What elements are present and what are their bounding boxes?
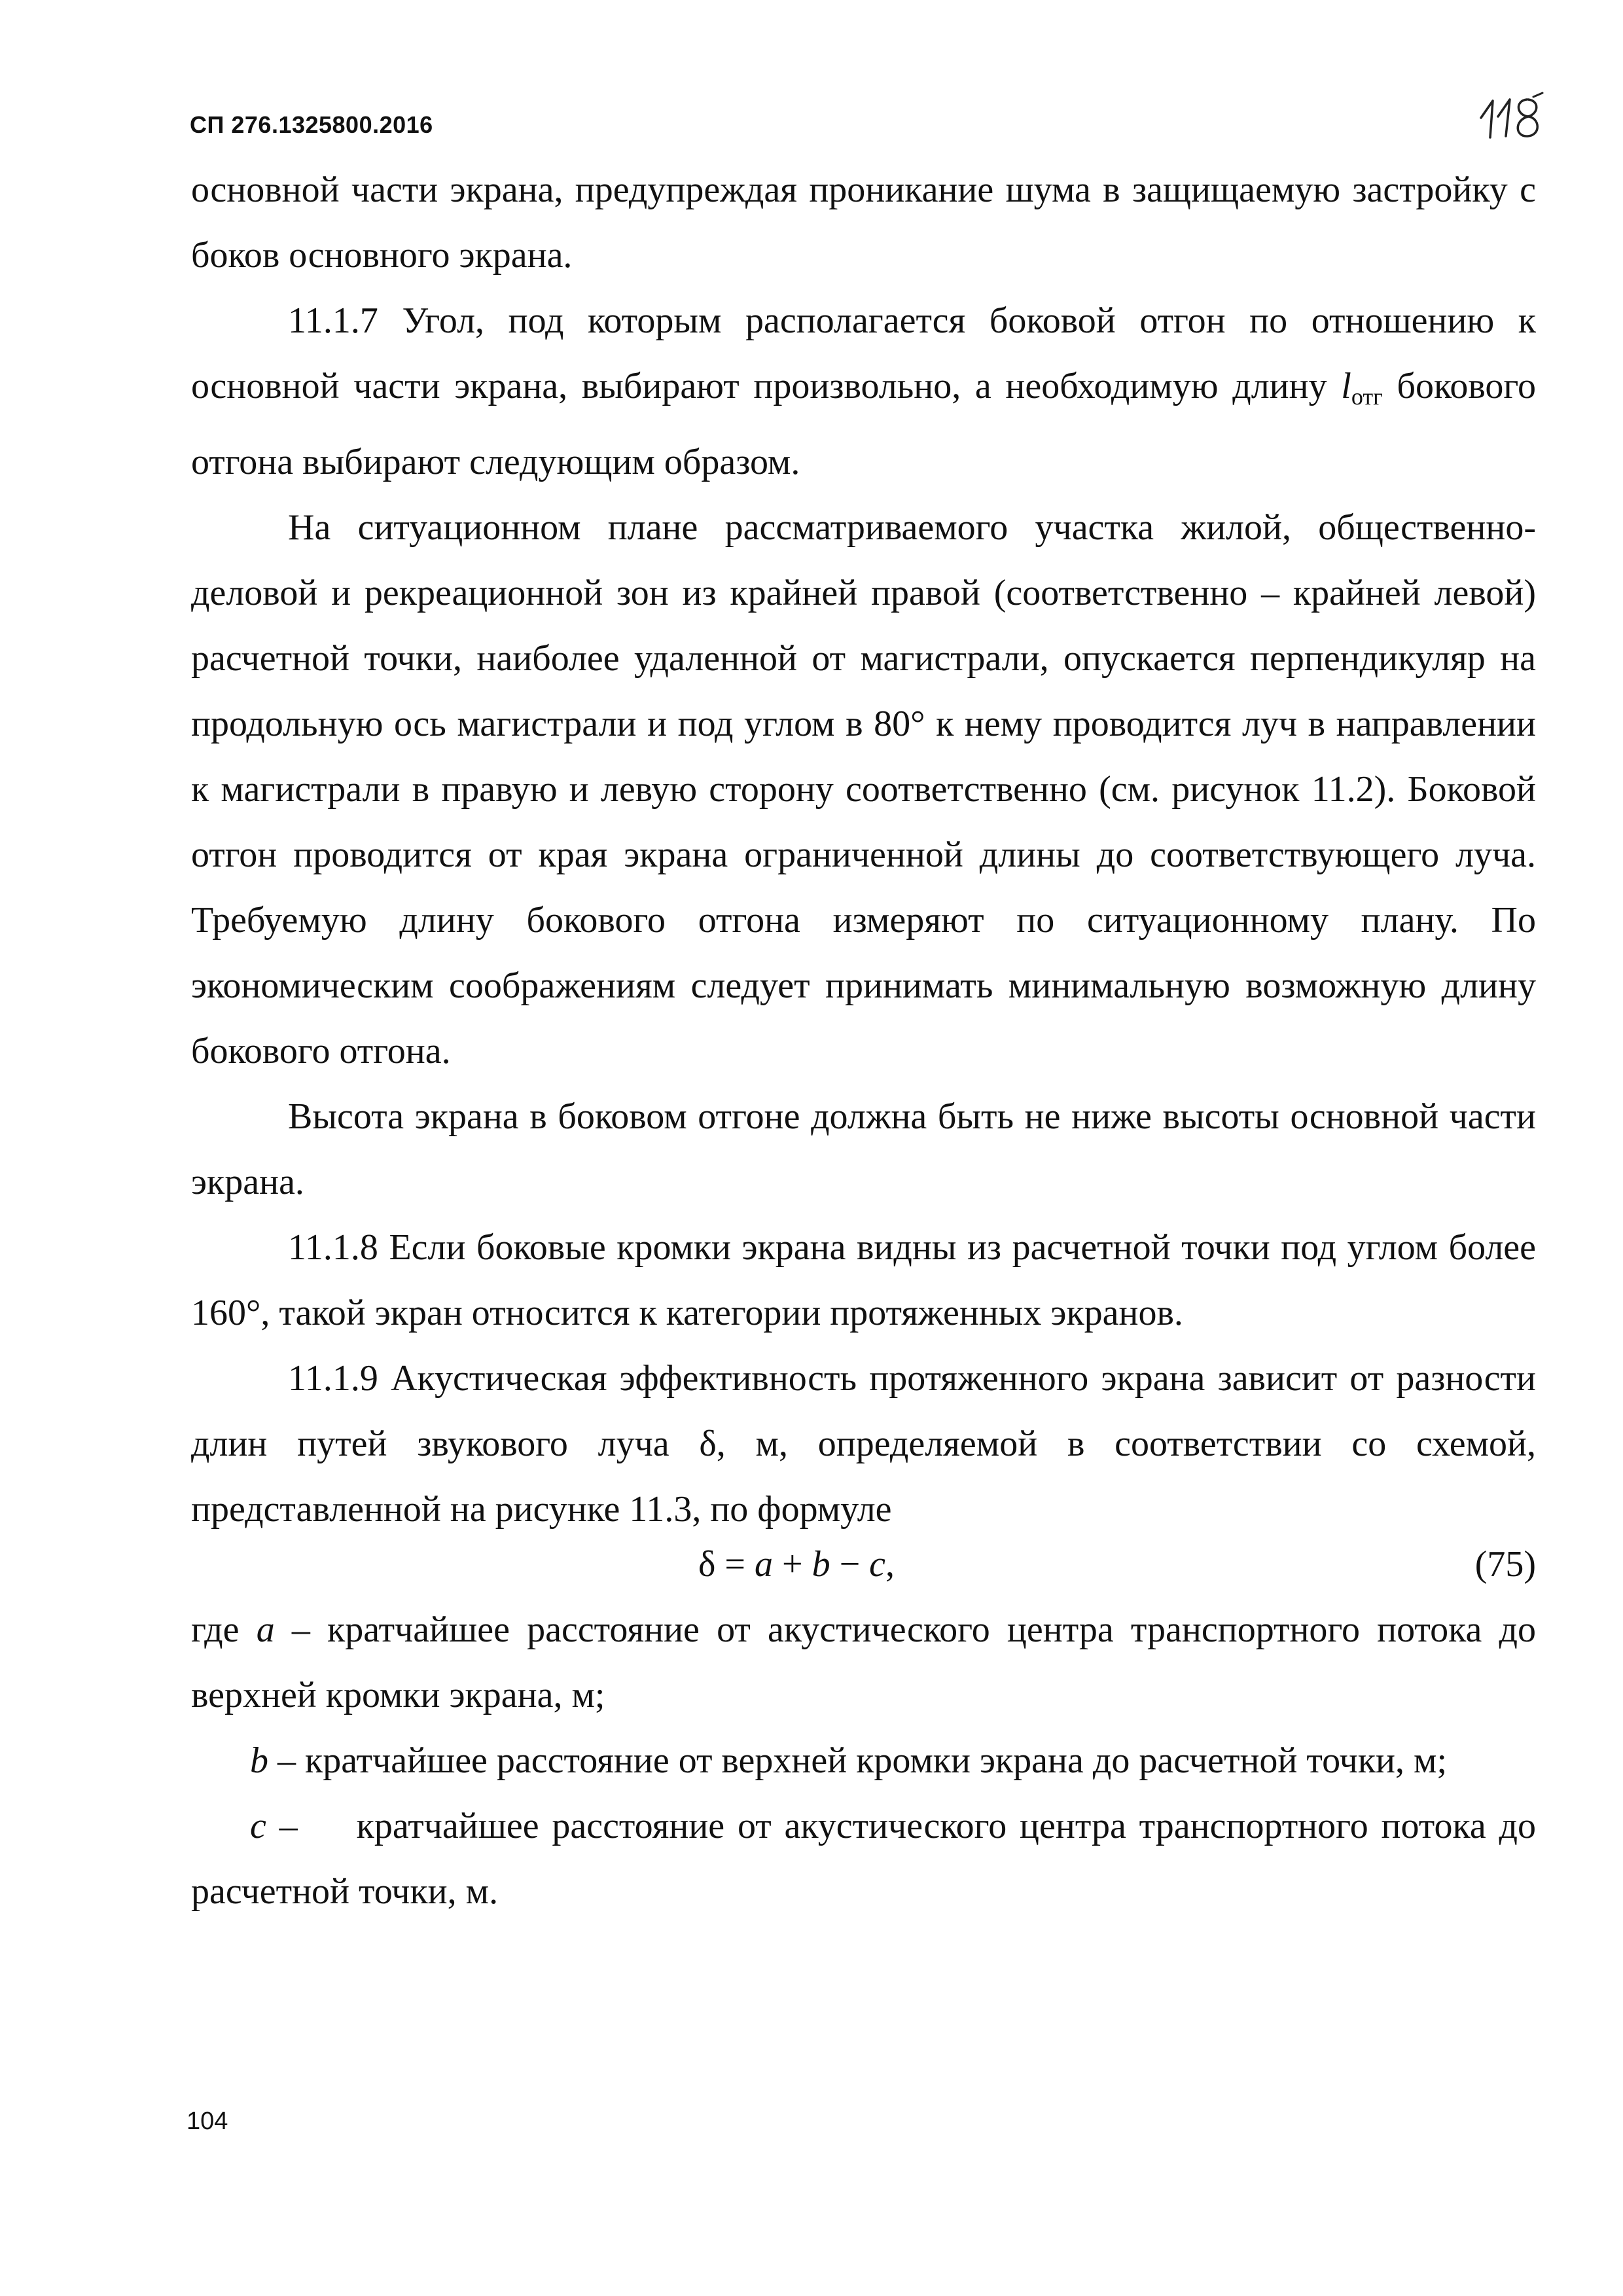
paragraph-screen-height: Высота экрана в боковом отгоне должна быть не ниже высоты основной части экрана. xyxy=(191,1096,1536,1202)
definition-a xyxy=(191,1597,1536,1728)
formula-lhs: δ = xyxy=(698,1544,755,1585)
formula-var-c: c xyxy=(869,1544,886,1585)
definitions-block xyxy=(191,1597,1536,1924)
formula-var-a: a xyxy=(754,1544,773,1585)
paragraph-11-1-7 xyxy=(191,288,1536,495)
main-text-block xyxy=(191,157,1536,1542)
definition-a-var: a xyxy=(256,1609,275,1650)
formula-number: (75) xyxy=(1474,1544,1536,1585)
paragraph-11-1-7-end: бокового отгона выбирают следующим образом. xyxy=(191,366,1536,482)
definition-c-dash: – xyxy=(266,1806,298,1846)
definition-b-var: b xyxy=(250,1740,268,1781)
definition-c-text: кратчайшее расстояние от акустического центра транспортного потока до расчетной точки, м. xyxy=(191,1806,1536,1912)
formula-var-b: b xyxy=(812,1544,830,1585)
formula-expression xyxy=(698,1532,895,1597)
formula-minus: − xyxy=(830,1544,870,1585)
page-number: 104 xyxy=(187,2108,228,2135)
paragraph-continuation: основной части экрана, предупреждая проникание шума в защищаемую застройку с боков основного экрана. xyxy=(191,170,1536,276)
paragraph-11-1-9: 11.1.9 Акустическая эффективность протяженного экрана зависит от разности длин путей звукового луча δ, м, определяемой в соответствии со схемой, представленной на рисунке 11.3, по формуле xyxy=(191,1358,1536,1530)
formula-tail: , xyxy=(885,1544,895,1585)
formula-plus: + xyxy=(772,1544,812,1585)
paragraph-11-1-8: 11.1.8 Если боковые кромки экрана видны из расчетной точки под углом более 160°, такой экран относится к категории протяженных экранов. xyxy=(191,1227,1536,1333)
definition-c xyxy=(191,1793,1536,1924)
definition-b xyxy=(191,1728,1536,1793)
definition-where: где xyxy=(191,1609,257,1650)
definition-b-text: – кратчайшее расстояние от верхней кромки экрана до расчетной точки, м; xyxy=(268,1740,1447,1781)
formula-75 xyxy=(191,1532,1536,1597)
definition-c-var: c xyxy=(250,1806,266,1846)
definition-a-text: – кратчайшее расстояние от акустического центра транспортного потока до верхней кромки экрана, м; xyxy=(191,1609,1536,1715)
paragraph-11-1-7-start: 11.1.7 Угол, под которым располагается боковой отгон по отношению к основной части экрана, выбирают произвольно, а необходимую длину xyxy=(191,300,1536,406)
subscript-otg: отг xyxy=(1351,384,1383,410)
document-code: СП 276.1325800.2016 xyxy=(190,111,433,138)
handwritten-page-number xyxy=(1476,92,1548,144)
variable-l: l xyxy=(1341,366,1351,406)
paragraph-situation-plan: На ситуационном плане рассматриваемого участка жилой, общественно-деловой и рекреационной зон из крайней правой (соответственно – крайней левой) расчетной точки, наиболее удаленной от магистрали, опускается перпендикуляр на продольную ось магистрали и под углом в 80° к нему проводится луч в направлении к магистрали в правую и левую сторону соответственно (см. рисунок 11.2). Боковой отгон проводится от края экрана ограниченной длины до соответствующего луча. Требуемую длину бокового отгона измеряют по ситуационному плану. По экономическим соображениям следует принимать минимальную возможную длину бокового отгона. xyxy=(191,507,1536,1071)
